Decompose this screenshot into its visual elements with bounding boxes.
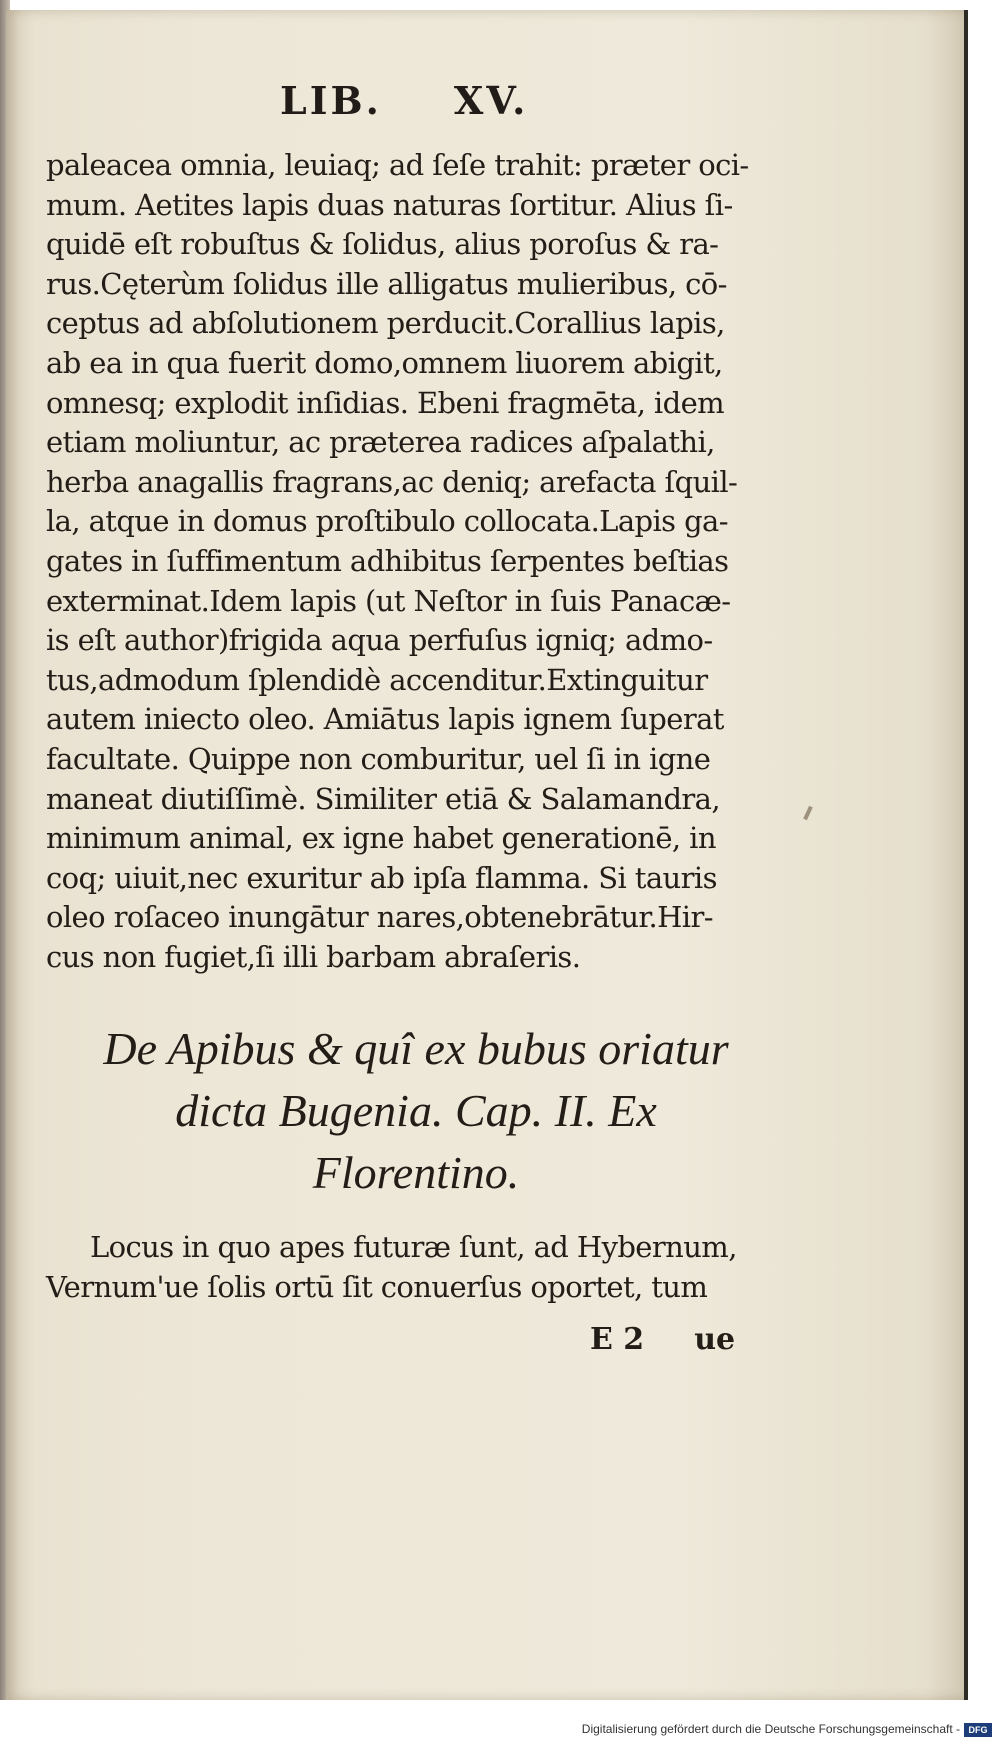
text-line: exterminat.Idem lapis (ut Neſtor in ſuis Panacæ- <box>46 583 731 618</box>
text-line: Vernum'ue ſolis ortū ſit conuerſus oportet, tum <box>46 1269 708 1304</box>
text-line: Locus in quo apes futuræ ſunt, ad Hybernum, <box>90 1230 737 1264</box>
footer-bar <box>0 1720 1000 1744</box>
text-line: autem iniecto oleo. Amiātus lapis ignem ſuperat <box>46 702 724 737</box>
text-line: ab ea in qua fuerit domo,omnem liuorem abigit, <box>46 345 723 380</box>
header-left: LIB. <box>280 78 382 123</box>
chapter-paragraph <box>46 1228 786 1307</box>
text-line: gates in ſuffimentum adhibitus ſerpentes beſtias <box>46 543 729 578</box>
chapter-title-line: dicta Bugenia. Cap. II. Ex <box>175 1085 657 1136</box>
text-line: omnesq; explodit inſidias. Ebeni fragmēta, idem <box>46 385 725 420</box>
chapter-title <box>36 1018 796 1204</box>
signature-mark: E 2 <box>590 1322 645 1357</box>
catchword-line <box>590 1322 735 1357</box>
text-line: rus.Cęterùm ſolidus ille alligatus mulieribus, cō- <box>46 266 727 301</box>
running-header <box>280 78 580 138</box>
text-line: cus non fugiet,ſi illi barbam abraſeris. <box>46 939 581 974</box>
text-line: facultate. Quippe non comburitur, uel ſi in igne <box>46 741 711 776</box>
text-line: ceptus ad abſolutionem perducit.Corallius lapis, <box>46 306 725 341</box>
text-line: herba anagallis fragrans,ac deniq; arefacta ſquil- <box>46 464 738 499</box>
catchword: ue <box>694 1322 736 1357</box>
text-line: oleo roſaceo inungātur nares,obtenebrātur.Hir- <box>46 900 713 935</box>
text-line: is eſt author)frigida aqua perfuſus igniq; admo- <box>46 623 713 658</box>
text-line: mum. Aetites lapis duas naturas ſortitur. Alius ſi- <box>46 187 733 222</box>
text-line: quidē eſt robuſtus & ſolidus, alius poroſus & ra- <box>46 227 719 262</box>
text-line: maneat diutiſſimè. Similiter etiā & Salamandra, <box>46 781 720 816</box>
main-paragraph <box>46 146 786 977</box>
text-line: la, atque in domus proſtibulo collocata.Lapis ga- <box>46 504 728 539</box>
text-line: etiam moliuntur, ac præterea radices aſpalathi, <box>46 425 715 460</box>
book-page <box>6 10 968 1700</box>
chapter-title-line: De Apibus & quî ex bubus oriatur <box>103 1023 729 1074</box>
ink-mark <box>803 806 813 820</box>
header-right: XV. <box>453 78 529 123</box>
dfg-logo: DFG <box>964 1723 992 1737</box>
chapter-title-line: Florentino. <box>312 1147 520 1198</box>
text-line: paleacea omnia, leuiaq; ad ſeſe trahit: præter oci- <box>46 148 749 182</box>
text-line: tus,admodum ſplendidè accenditur.Extinguitur <box>46 662 708 697</box>
text-line: minimum animal, ex igne habet generationē, in <box>46 821 716 856</box>
funding-note: Digitalisierung gefördert durch die Deutsche Forschungsgemeinschaft - <box>581 1722 960 1736</box>
text-line: coq; uiuit,nec exuritur ab ipſa flamma. Si tauris <box>46 860 717 895</box>
